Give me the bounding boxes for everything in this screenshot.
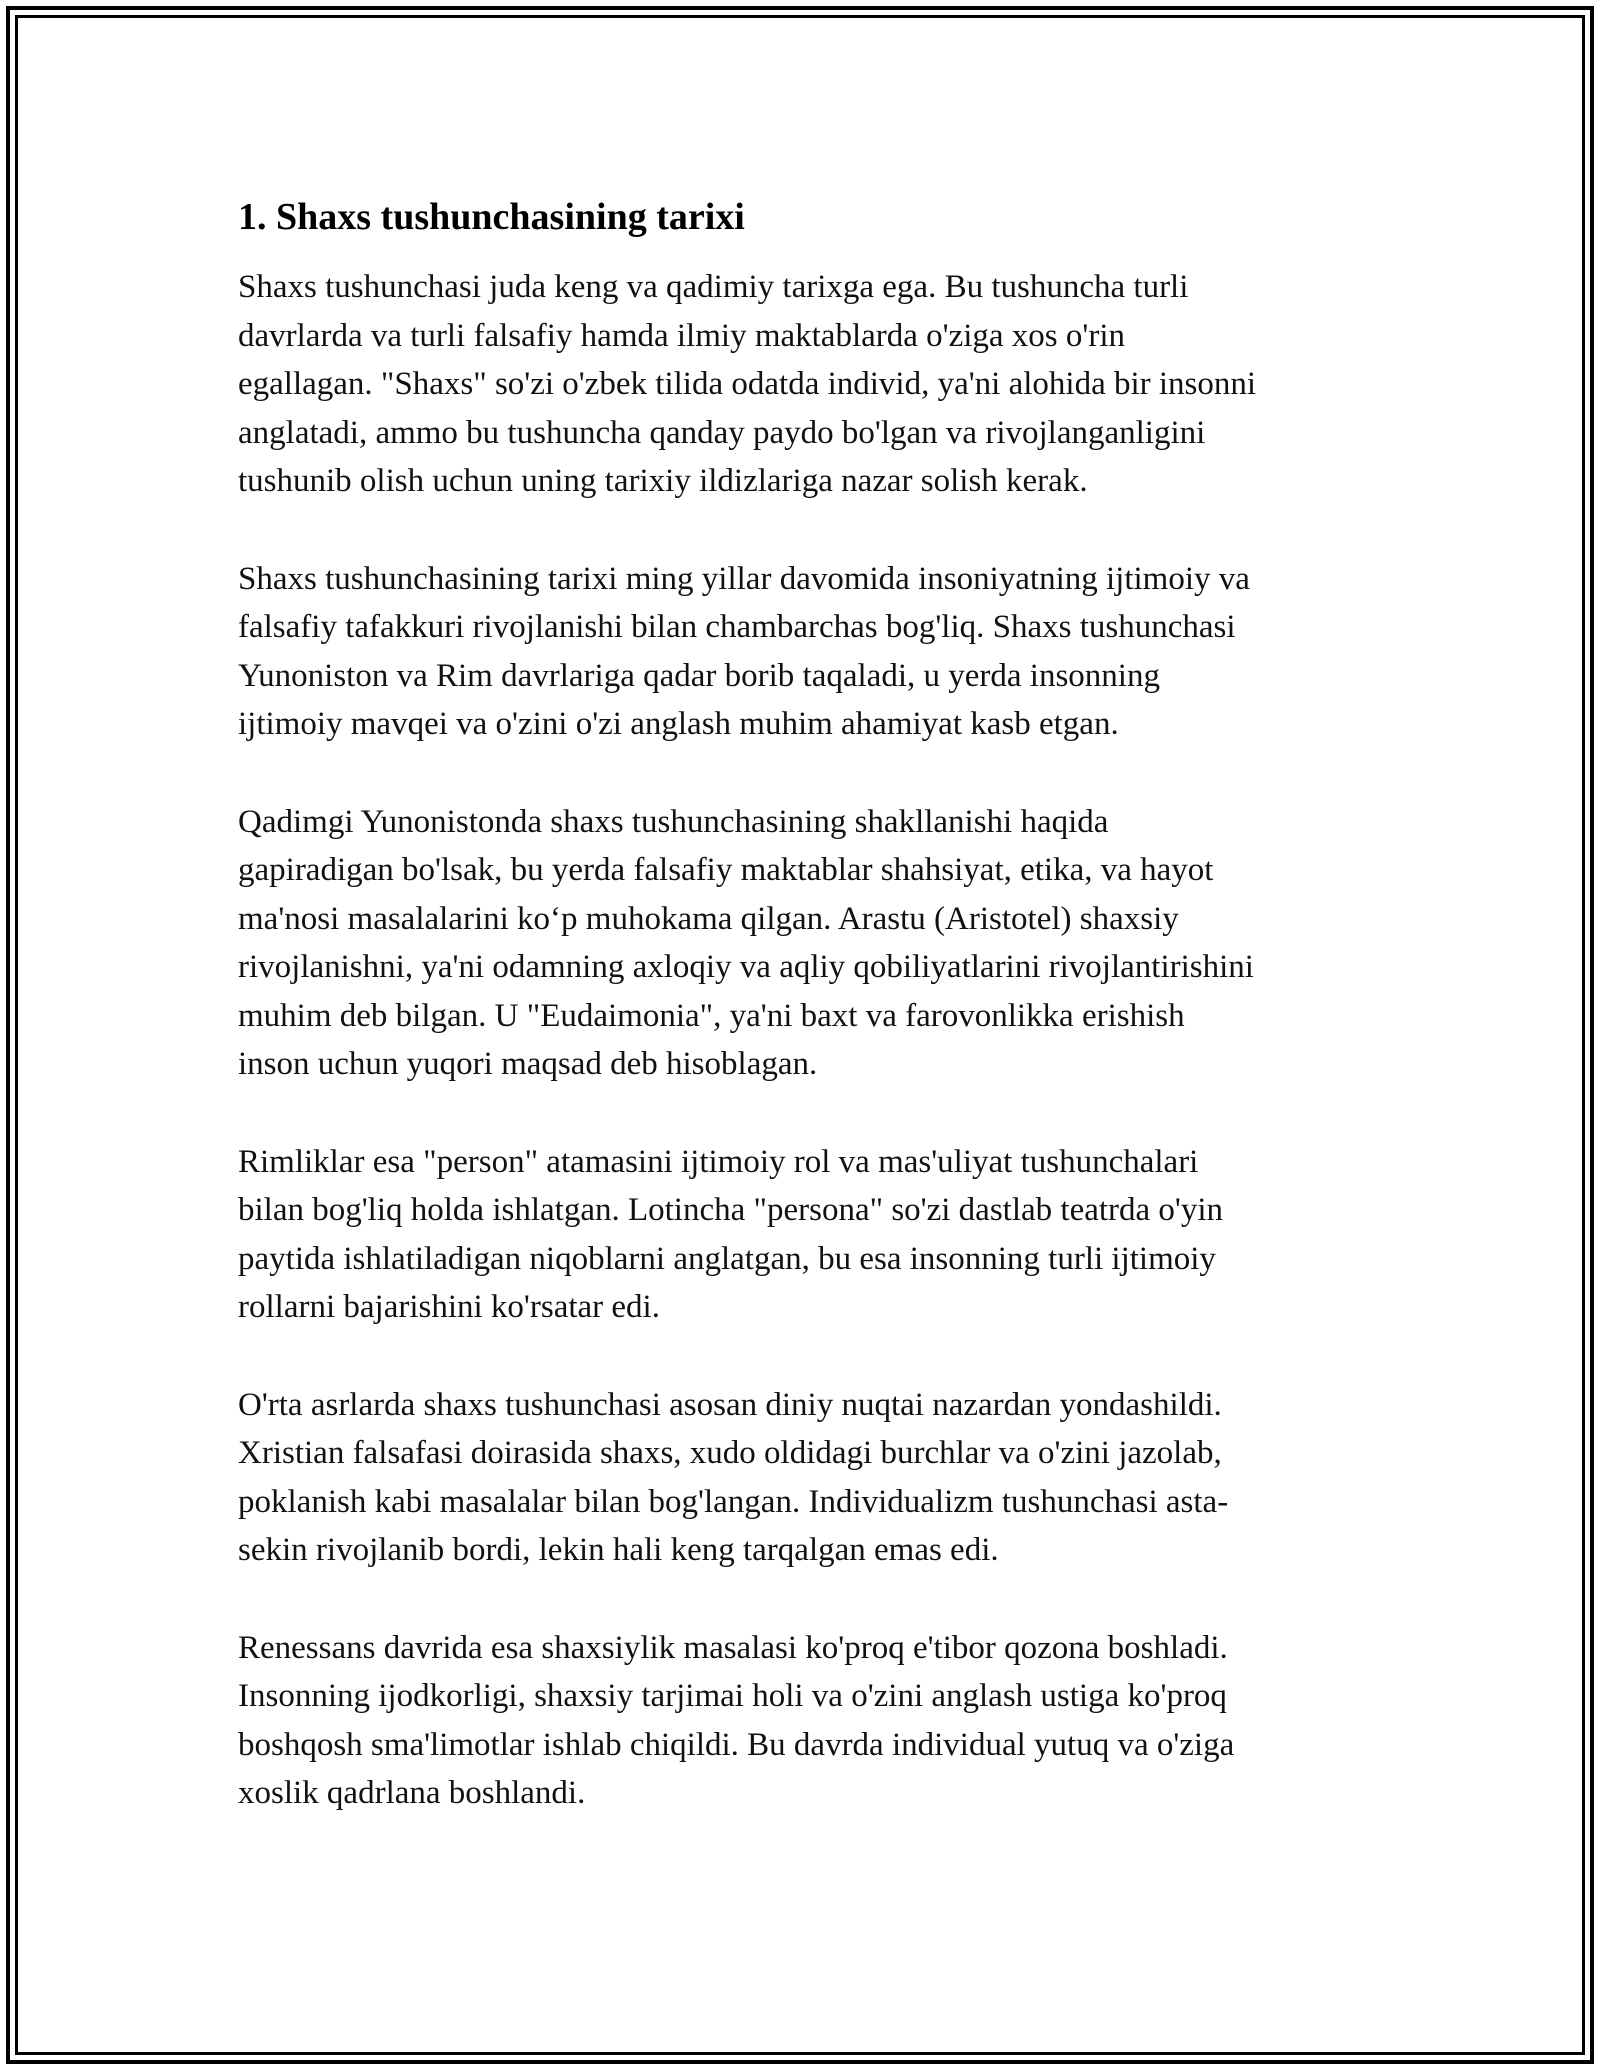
paragraph-1: Shaxs tushunchasi juda keng va qadimiy tarixga ega. Bu tushuncha turli davrlarda va turli falsafiy hamda ilmiy maktablarda o'ziga xos o'rin egallagan. "Shaxs" so'zi o'zbek tilida odatda individ, ya'ni alohida bir insonni anglatadi, ammo bu tushuncha qanday paydo bo'lgan va rivojlanganligini tushunib olish uchun uning tarixiy ildizlariga nazar solish kerak. — [238, 269, 1257, 499]
paragraph-5: O'rta asrlarda shaxs tushunchasi asosan diniy nuqtai nazardan yondashildi. Xristian falsafasi doirasida shaxs, xudo oldidagi burchlar va o'zini jazolab, poklanish kabi masalalar bilan bog'langan. Individualizm tushunchasi asta- sekin rivojlanib bordi, lekin hali keng tarqalgan emas edi. — [238, 1386, 1229, 1568]
paragraph-3: Qadimgi Yunonistonda shaxs tushunchasining shakllanishi haqida gapiradigan bo'lsak, bu yerda falsafiy maktablar shahsiyat, etika, va hayot ma'nosi masalalarini ko‘p muhokama qilgan. Arastu (Aristotel) shaxsiy rivojlanishni, ya'ni odamning axloqiy va aqliy qobiliyatlarini rivojlantirishini muhim deb bilgan. U "Eudaimonia", ya'ni baxt va farovonlikka erishish inson uchun yuqori maqsad deb hisoblagan. — [238, 803, 1254, 1082]
section-heading: 1. Shaxs tushunchasining tarixi — [238, 196, 745, 238]
page-border-inner — [15, 15, 1585, 2055]
document-body — [238, 195, 1418, 1867]
paragraph-2: Shaxs tushunchasining tarixi ming yillar davomida insoniyatning ijtimoiy va falsafiy tafakkuri rivojlanishi bilan chambarchas bog'liq. Shaxs tushunchasi Yunoniston va Rim davrlariga qadar borib taqaladi, u yerda insonning ijtimoiy mavqei va o'zini o'zi anglash muhim ahamiyat kasb etgan. — [238, 560, 1250, 742]
paragraph-4: Rimliklar esa "person" atamasini ijtimoiy rol va mas'uliyat tushunchalari bilan bog'liq holda ishlatgan. Lotincha "persona" so'zi dastlab teatrda o'yin paytida ishlatiladigan niqoblarni anglatgan, bu esa insonning turli ijtimoiy rollarni bajarishini ko'rsatar edi. — [238, 1143, 1224, 1325]
page-border-outer — [6, 6, 1594, 2064]
paragraph-6: Renessans davrida esa shaxsiylik masalasi ko'proq e'tibor qozona boshladi. Insonning ijodkorligi, shaxsiy tarjimai holi va o'zini anglash ustiga ko'proq boshqosh sma'limotlar ishlab chiqildi. Bu davrda individual yutuq va o'ziga xoslik qadrlana boshlandi. — [238, 1629, 1235, 1811]
